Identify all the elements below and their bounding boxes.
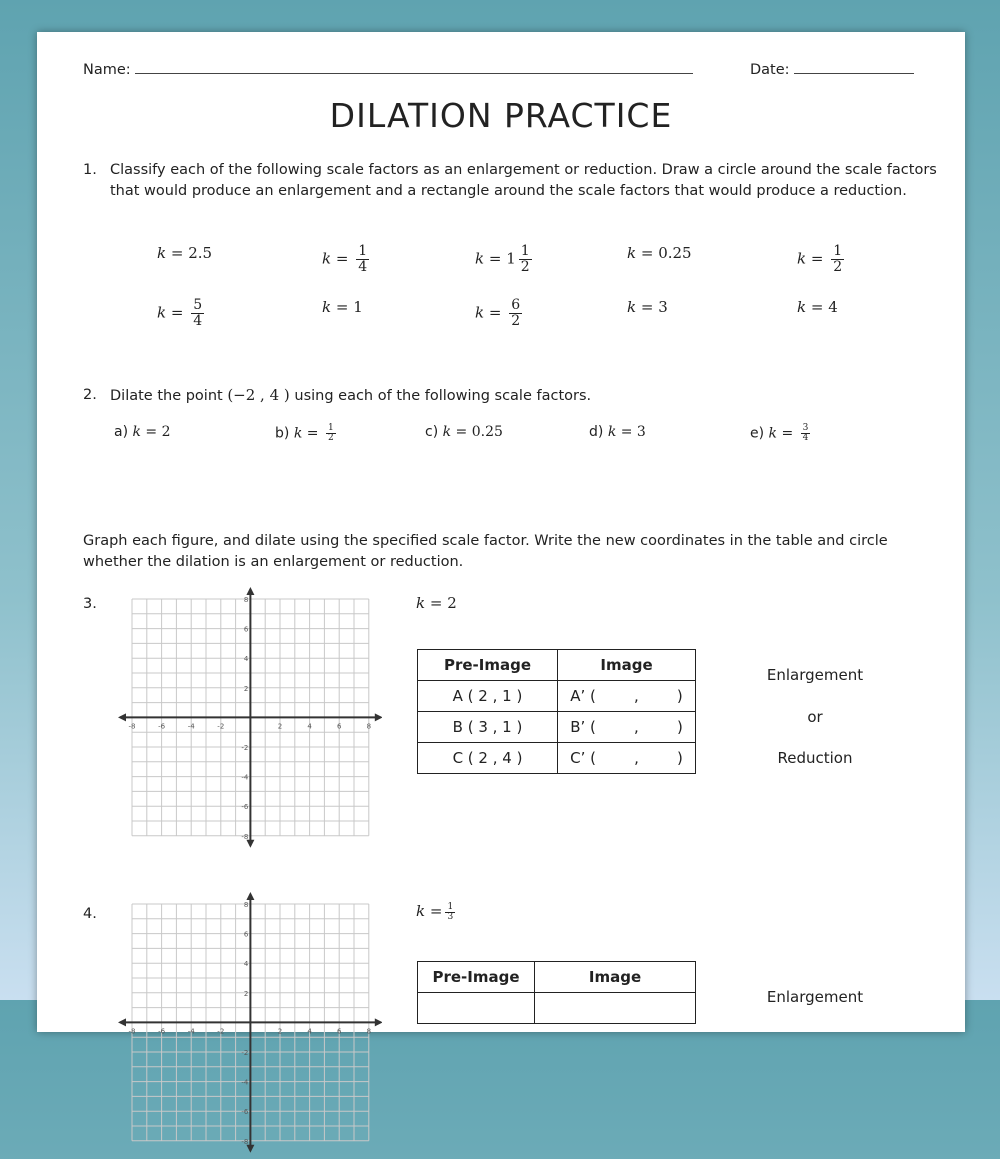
- arrow-icon: [246, 892, 254, 900]
- q4-table: Pre-Image Image: [417, 961, 696, 1024]
- q3-table: Pre-Image Image A ( 2 , 1 ) A’ ( , ) B ( 3 , 1 ) B’ ( , ) C ( 2 , 4 ) C’ ( , ): [417, 649, 696, 774]
- y-tick-label: -4: [241, 1078, 249, 1087]
- table-row: A ( 2 , 1 ) A’ ( , ): [418, 681, 696, 712]
- y-tick-label: 8: [243, 901, 249, 909]
- arrow-icon: [246, 587, 254, 595]
- scale-factor[interactable]: k = 1: [322, 298, 363, 316]
- scale-factor[interactable]: k = 0.25: [627, 244, 692, 262]
- q2-item: d) k = 3: [589, 424, 646, 440]
- y-tick-label: 4: [243, 960, 249, 969]
- y-tick-label: 4: [243, 655, 249, 664]
- x-tick-label: -8: [128, 1027, 136, 1036]
- scale-factor[interactable]: k = $\frac{1}{2}$: [797, 243, 843, 275]
- scale-factor[interactable]: k = 2.5: [157, 244, 213, 262]
- name-field[interactable]: [83, 60, 693, 81]
- scale-factor[interactable]: k = $\frac{1}{4}$: [322, 243, 368, 275]
- worksheet-page: [37, 32, 965, 1146]
- q4-number: 4.: [83, 906, 97, 922]
- x-tick-label: -6: [158, 722, 166, 731]
- date-label: Date:: [750, 62, 790, 78]
- arrow-icon: [118, 1018, 126, 1026]
- y-tick-label: 2: [243, 989, 249, 998]
- x-tick-label: -8: [128, 722, 136, 731]
- q4-coordinate-grid[interactable]: [112, 889, 382, 1159]
- x-tick-label: -4: [187, 1027, 195, 1036]
- y-tick-label: -4: [241, 773, 249, 782]
- scale-factor[interactable]: k = 4: [797, 298, 838, 316]
- q3-coordinate-grid[interactable]: [112, 584, 382, 854]
- x-tick-label: -2: [217, 1027, 225, 1036]
- scale-factor[interactable]: k = $\frac{6}{2}$: [475, 297, 521, 329]
- y-tick-label: -8: [241, 832, 249, 841]
- x-tick-label: 2: [277, 1027, 283, 1036]
- q2-item: b) k = $\frac{1}{2}$: [275, 423, 334, 443]
- q2-number: 2.: [83, 387, 97, 403]
- q2-point: (−2 , 4 ): [227, 386, 290, 404]
- q3-number: 3.: [83, 596, 97, 612]
- y-tick-label: 6: [243, 930, 249, 939]
- arrow-icon: [118, 713, 126, 721]
- y-tick-label: -2: [241, 744, 249, 752]
- q2-item: e) k = $\frac{3}{4}$: [750, 423, 809, 443]
- instructions: Graph each figure, and dilate using the specified scale factor. Write the new coordinates in the table and circle whether the dilation is an enlargement or reduction.: [83, 533, 888, 570]
- enlargement-option[interactable]: Enlargement: [766, 666, 864, 684]
- arrow-icon: [375, 713, 382, 721]
- x-tick-label: 2: [277, 722, 283, 731]
- x-tick-label: 8: [366, 1027, 372, 1036]
- y-tick-label: -6: [241, 1108, 249, 1117]
- table-row: C ( 2 , 4 ) C’ ( , ): [418, 743, 696, 774]
- q1-text: Classify each of the following scale factors as an enlargement or reduction. Draw a circle around the scale factors that would produce an enlargement and a rectangle around the scale factors that would produce a reduction.: [110, 162, 937, 199]
- enlargement-option[interactable]: Enlargement: [766, 988, 864, 1006]
- scale-factor[interactable]: k = $\frac{5}{4}$: [157, 297, 203, 329]
- arrow-icon: [246, 840, 254, 848]
- or-label: or: [807, 708, 823, 726]
- y-tick-label: 2: [243, 684, 249, 693]
- page-title: DILATION PRACTICE: [329, 96, 673, 135]
- arrow-icon: [375, 1018, 382, 1026]
- arrow-icon: [246, 1145, 254, 1153]
- date-field[interactable]: [750, 60, 914, 81]
- q2-text: Dilate the point (−2 , 4 ) using each of the following scale factors.: [110, 386, 592, 404]
- y-tick-label: -8: [241, 1137, 249, 1146]
- y-tick-label: 6: [243, 625, 249, 634]
- y-tick-label: -2: [241, 1049, 249, 1057]
- q2-item: c) k = 0.25: [425, 424, 503, 440]
- reduction-option[interactable]: Reduction: [777, 749, 853, 767]
- x-tick-label: -4: [187, 722, 195, 731]
- x-tick-label: -6: [158, 1027, 166, 1036]
- scale-factor[interactable]: k = 1 $\frac{1}{2}$: [475, 243, 530, 275]
- x-tick-label: 6: [336, 1027, 342, 1036]
- q3-scale-factor: k = 2: [416, 594, 457, 612]
- y-tick-label: 8: [243, 596, 249, 604]
- x-tick-label: 4: [307, 1027, 312, 1036]
- x-tick-label: 6: [336, 722, 342, 731]
- x-tick-label: 4: [307, 722, 312, 731]
- x-tick-label: 8: [366, 722, 372, 731]
- scale-factor[interactable]: k = 3: [627, 298, 668, 316]
- y-tick-label: -6: [241, 803, 249, 812]
- q1-number: 1.: [83, 162, 97, 178]
- q2-item: a) k = 2: [114, 424, 171, 440]
- x-tick-label: -2: [217, 722, 225, 731]
- table-row: B ( 3 , 1 ) B’ ( , ): [418, 712, 696, 743]
- name-label: Name:: [83, 62, 131, 78]
- q4-scale-factor: k = $\frac{1}{3}$: [416, 901, 454, 922]
